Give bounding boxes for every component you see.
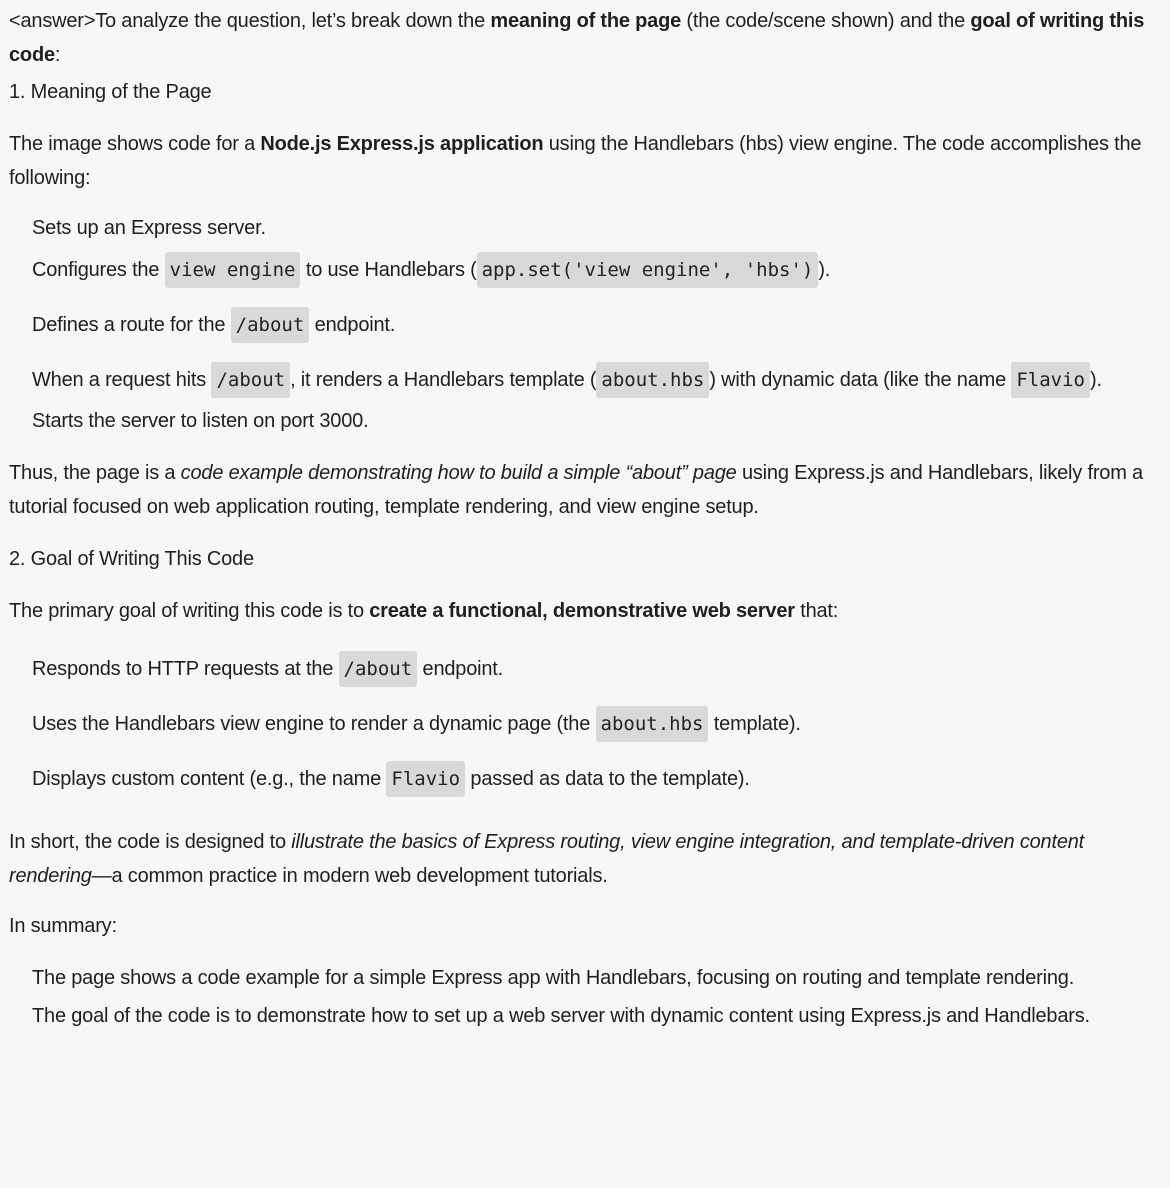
inline-code: /about <box>231 307 310 343</box>
list-item: Starts the server to listen on port 3000. <box>32 410 369 432</box>
section2-conclusion: In short, the code is designed to illustrate the basics of Express routing, view engine integration, and template-driven content rendering—a common practice in modern web development tutorials. <box>9 831 1085 887</box>
section2-paragraph: The primary goal of writing this code is to create a functional, demonstrative web server that: <box>9 600 839 622</box>
list-item: Defines a route for the /about endpoint. <box>32 298 1160 353</box>
list-item: Responds to HTTP requests at the /about endpoint. <box>32 642 1160 697</box>
list-item: The goal of the code is to demonstrate how to set up a web server with dynamic content using Express.js and Handlebars. <box>32 1005 1090 1027</box>
inline-code: /about <box>339 651 418 687</box>
list-item: Sets up an Express server. <box>32 217 266 239</box>
list-item: Uses the Handlebars view engine to render a dynamic page (the about.hbs template). <box>32 697 1160 752</box>
inline-code: Flavio <box>1011 362 1090 398</box>
summary-list <box>9 959 1160 1035</box>
inline-code: /about <box>211 362 290 398</box>
section2-list <box>9 642 1160 807</box>
inline-code: app.set('view engine', 'hbs') <box>477 252 819 288</box>
intro-paragraph: <answer>To analyze the question, let’s break down the meaning of the page (the code/scene shown) and the goal of writing this code: <box>9 10 1145 66</box>
section2-heading: 2. Goal of Writing This Code <box>9 548 254 570</box>
intro-bold-meaning: meaning of the page <box>490 10 682 32</box>
list-item: When a request hits /about , it renders a Handlebars template ( about.hbs ) with dynamic data (like the name Flavio ). <box>32 353 1160 408</box>
section1-heading: 1. Meaning of the Page <box>9 81 212 103</box>
list-item: Displays custom content (e.g., the name Flavio passed as data to the template). <box>32 752 1160 807</box>
inline-code: Flavio <box>386 761 465 797</box>
inline-code: about.hbs <box>596 706 709 742</box>
list-item: The page shows a code example for a simple Express app with Handlebars, focusing on routing and template rendering. <box>32 967 1075 989</box>
inline-code: view engine <box>165 252 301 288</box>
inline-code: about.hbs <box>596 362 709 398</box>
section1-conclusion: Thus, the page is a code example demonstrating how to build a simple “about” page using Express.js and Handlebars, likely from a tutorial focused on web application routing, template rendering, and view engine setup. <box>9 462 1143 518</box>
intro-bold-goal: goal of writing this code <box>9 10 1145 66</box>
summary-heading: In summary: <box>9 915 117 937</box>
list-item: Configures the view engine to use Handlebars ( app.set('view engine', 'hbs') ). <box>32 243 1160 298</box>
section1-paragraph: The image shows code for a Node.js Express.js application using the Handlebars (hbs) view engine. The code accomplishes the following: <box>9 133 1142 189</box>
section1-list <box>9 211 1160 438</box>
